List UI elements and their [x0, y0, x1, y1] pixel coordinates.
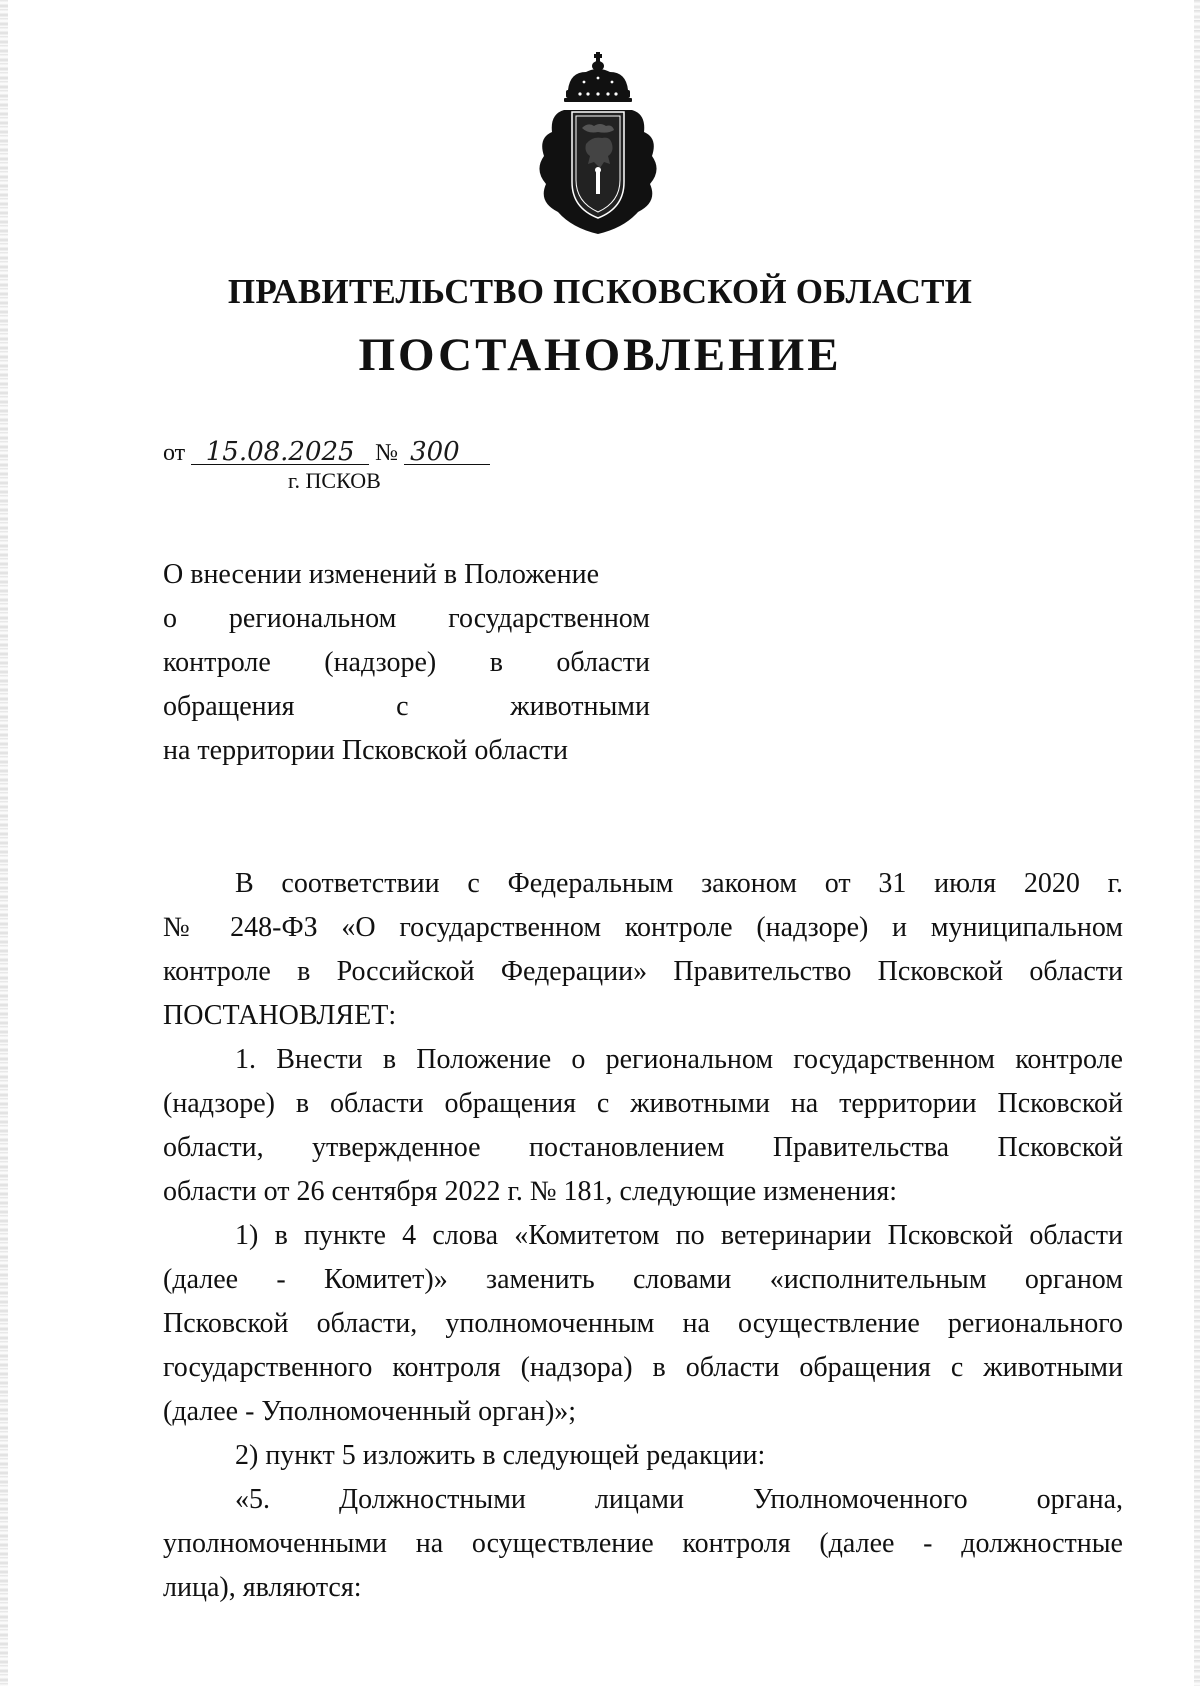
body-line: Псковской области, уполномоченным на осуществление регионального	[163, 1308, 1123, 1339]
document-type: ПОСТАНОВЛЕНИЕ	[358, 329, 842, 381]
body-line: ПОСТАНОВЛЯЕТ:	[163, 1000, 397, 1031]
subject-line: О внесении изменений в Положение	[163, 559, 600, 590]
body-line: (далее - Комитет)» заменить словами «исполнительным органом	[163, 1264, 1123, 1295]
scan-edge-left	[0, 0, 8, 1686]
body-line: уполномоченными на осуществление контроля (далее - должностные	[163, 1528, 1123, 1559]
date-prefix: от	[163, 440, 186, 466]
body-line: 2) пункт 5 изложить в следующей редакции:	[235, 1440, 766, 1471]
number-prefix: №	[375, 440, 399, 466]
document-date: 15.08.2025	[191, 440, 369, 465]
document-body	[163, 862, 1123, 1610]
document-number: 300	[404, 440, 490, 465]
body-line: № 248-ФЗ «О государственном контроле (надзоре) и муниципальном	[163, 912, 1123, 943]
coat-of-arms-icon	[528, 52, 668, 242]
body-line: (далее - Уполномоченный орган)»;	[163, 1396, 577, 1427]
subject-line: контроле (надзоре) в области	[163, 647, 650, 678]
body-line: (надзоре) в области обращения с животными на территории Псковской	[163, 1088, 1123, 1119]
body-line: «5. Должностными лицами Уполномоченного органа,	[235, 1484, 1123, 1515]
document-subject	[163, 553, 650, 773]
subject-line: о региональном государственном	[163, 603, 650, 634]
body-line: государственного контроля (надзора) в области обращения с животными	[163, 1352, 1123, 1383]
date-number-line	[163, 437, 490, 467]
body-line: области, утвержденное постановлением Правительства Псковской	[163, 1132, 1123, 1163]
subject-line: обращения с животными	[163, 691, 650, 722]
subject-line: на территории Псковской области	[163, 735, 568, 766]
city: г. ПСКОВ	[288, 468, 381, 493]
body-line: области от 26 сентября 2022 г. № 181, следующие изменения:	[163, 1176, 897, 1207]
body-line: В соответствии с Федеральным законом от 31 июля 2020 г.	[235, 868, 1123, 899]
body-line: 1. Внести в Положение о региональном государственном контроле	[235, 1044, 1123, 1075]
government-title: ПРАВИТЕЛЬСТВО ПСКОВСКОЙ ОБЛАСТИ	[227, 272, 973, 311]
body-line: лица), являются:	[163, 1572, 362, 1603]
body-line: 1) в пункте 4 слова «Комитетом по ветеринарии Псковской области	[235, 1220, 1123, 1251]
body-line: контроле в Российской Федерации» Правительство Псковской области	[163, 956, 1123, 987]
scan-edge-right	[1194, 0, 1200, 1686]
